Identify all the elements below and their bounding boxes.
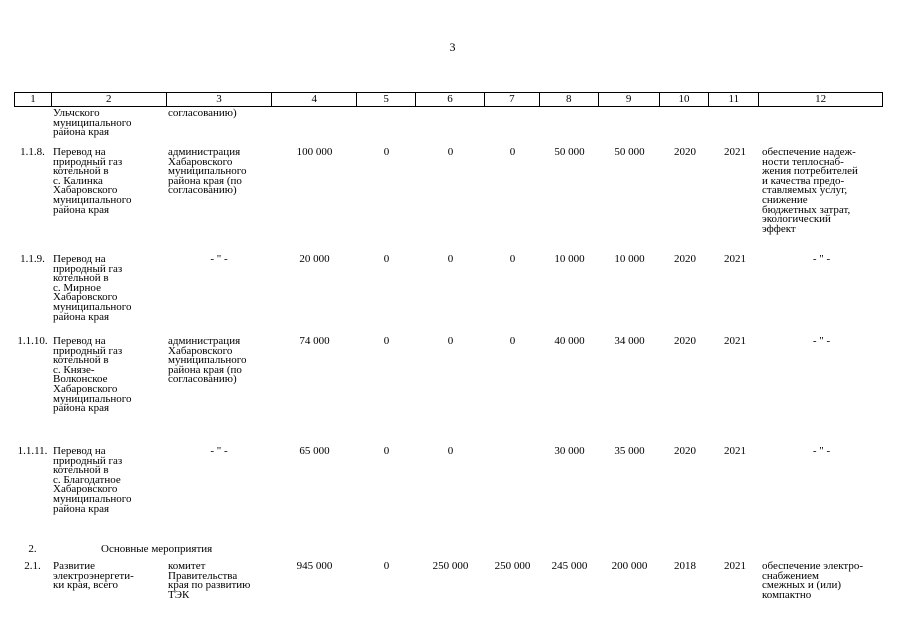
table-row [14,337,883,414]
section-row [14,545,883,555]
cell-value: 30 000 [554,445,585,457]
cell-year: 2020 [674,335,696,347]
cell-value: 250 000 [494,560,531,572]
cell-value: 0 [383,146,390,158]
cell-result: - " - [812,445,831,457]
cell-value: 50 000 [554,146,585,158]
cell-value: 10 000 [614,253,645,265]
cell-year: 2021 [724,253,746,265]
cell-number: 1.1.10. [17,335,48,347]
table-row [14,148,883,234]
cell-value: 34 000 [614,335,645,347]
cell-value: 0 [383,335,390,347]
cell-value: 245 000 [551,560,588,572]
header-cell: 1 [15,93,52,106]
cell-value: 0 [509,253,516,265]
cell-year: 2020 [674,445,696,457]
cell-value: 0 [383,445,390,457]
header-cell: 12 [815,93,827,105]
cell-value: 945 000 [296,560,333,572]
cell-year: 2021 [724,560,746,572]
header-cell: 6 [416,93,485,106]
cell-value: 0 [447,146,454,158]
cell-number: 2.1. [24,560,41,572]
cell-value: 35 000 [614,445,645,457]
cell-executor: - " - [210,253,228,265]
table-row [14,255,883,322]
cell-value: 20 000 [299,253,330,265]
header-cell: 5 [357,93,416,106]
header-cell: 3 [167,93,273,106]
cell-executor: комитет Правительства края по развитию ТЭК [168,560,251,601]
section-title: Основные мероприятия [101,543,213,555]
cell-value: 200 000 [611,560,648,572]
cell-value: 0 [447,445,454,457]
cell-result: обеспечение надеж- ности теплоснаб- жения потребителей и качества предо- ставляемых услуг, снижение бюджетных затрат, экологический эффект [762,146,858,235]
header-cell: 10 [660,93,710,106]
cell-year: 2021 [724,335,746,347]
cell-year: 2021 [724,146,746,158]
cell-name: Перевод на природный газ котельной в с. Мирное Хабаровского муниципального района края [53,253,132,323]
cell-name: Развитие электроэнергети- ки края, всего [53,560,134,592]
cell-number: 1.1.9. [20,253,45,265]
cell-executor: администрация Хабаровского муниципального района края (по согласованию) [168,335,247,386]
section-number: 2. [28,543,37,555]
cell-value: 74 000 [299,335,330,347]
header-cell: 2 [52,93,167,106]
cell-year: 2020 [674,253,696,265]
cell-executor: согласованию) [168,107,237,119]
cell-name: Перевод на природный газ котельной в с. Князе- Волконское Хабаровского муниципального района края [53,335,132,415]
cell-value: 0 [509,146,516,158]
cell-value: 0 [447,253,454,265]
cell-value: 50 000 [614,146,645,158]
header-cell: 7 [485,93,540,106]
continuation-row [14,109,883,138]
cell-name: Ульчского муниципального района края [53,107,132,139]
cell-number: 1.1.11. [17,445,48,457]
cell-result: обеспечение электро- снабжением смежных и (или) компактно [762,560,864,601]
cell-value: 0 [447,335,454,347]
cell-result: - " - [812,253,831,265]
cell-value: 0 [383,253,390,265]
cell-name: Перевод на природный газ котельной в с. Благодатное Хабаровского муниципального района края [53,445,132,515]
header-cell: 11 [709,93,759,106]
cell-number: 1.1.8. [20,146,45,158]
cell-value: 10 000 [554,253,585,265]
cell-value: 40 000 [554,335,585,347]
header-cell: 8 [540,93,599,106]
header-cell: 9 [599,93,660,106]
cell-result: - " - [812,335,831,347]
cell-executor: администрация Хабаровского муниципального района края (по согласованию) [168,146,247,197]
cell-name: Перевод на природный газ котельной в с. Калинка Хабаровского муниципального района края [53,146,132,216]
cell-year: 2018 [674,560,696,572]
cell-value: 0 [509,335,516,347]
cell-year: 2021 [724,445,746,457]
cell-value: 0 [383,560,390,572]
cell-executor: - " - [210,445,228,457]
cell-value: 65 000 [299,445,330,457]
cell-value: 250 000 [432,560,469,572]
cell-value [485,447,540,514]
cell-value: 100 000 [296,146,333,158]
page-number: 3 [449,40,456,54]
table-header [14,92,883,107]
cell-year: 2020 [674,146,696,158]
table-row [14,447,883,514]
header-cell: 4 [272,93,357,106]
table-row [14,562,883,600]
